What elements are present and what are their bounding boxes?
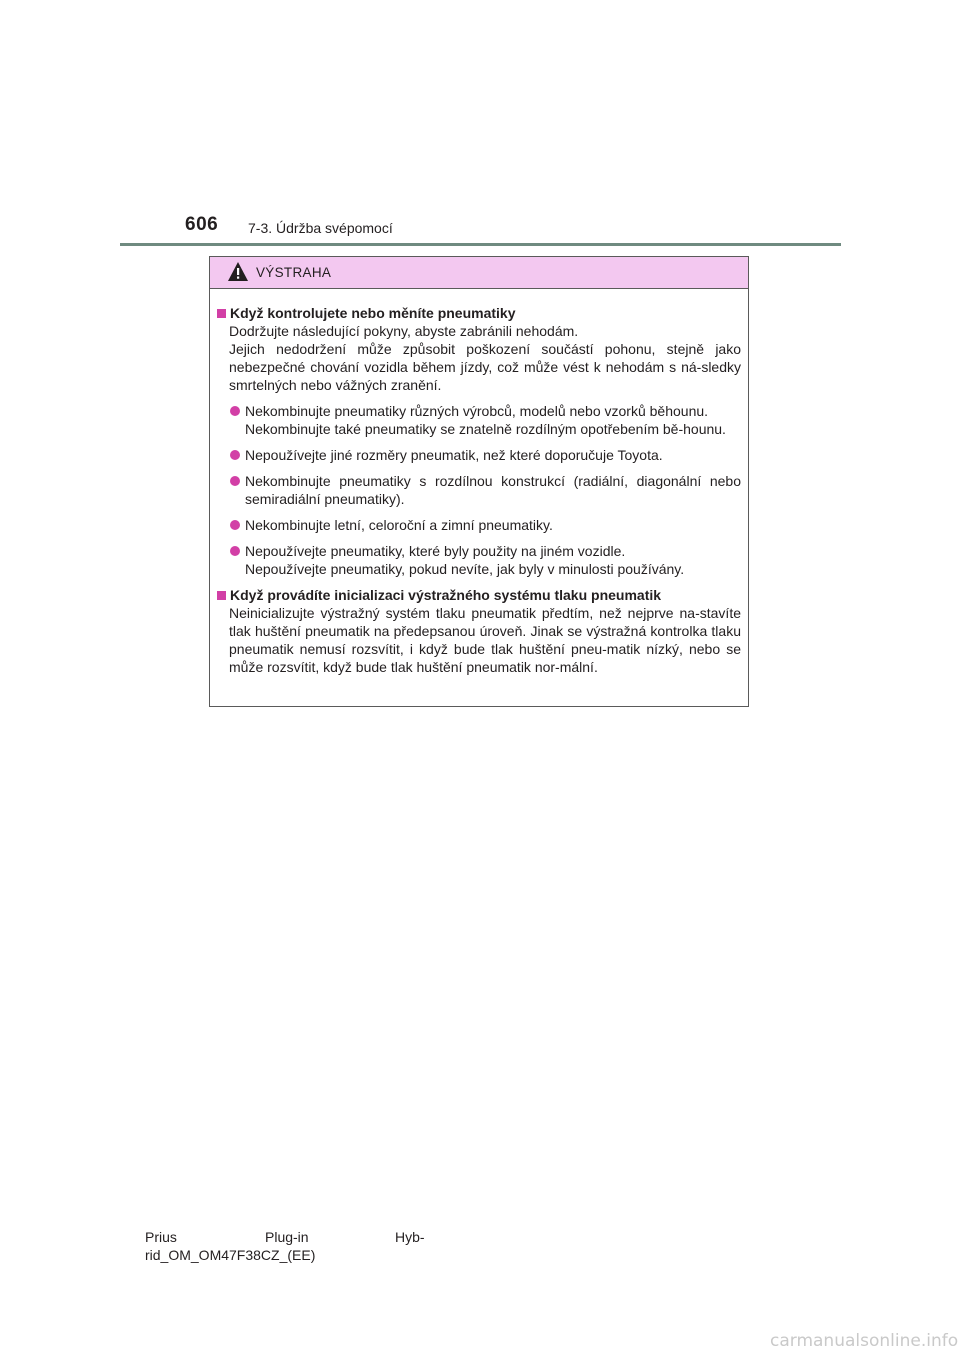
list-item <box>230 402 741 438</box>
warning-body <box>210 289 748 676</box>
circle-bullet-icon <box>230 476 240 486</box>
page-number: 606 <box>185 214 219 235</box>
consequence-paragraph: Jejich nedodržení může způsobit poškození součástí pohonu, stejně jako nebezpečné chování vozidla během jízdy, což může vést k nehodám s ná-sledky smrtelných nebo vážných zranění. <box>229 341 741 393</box>
footer <box>145 1228 435 1264</box>
list-item <box>230 446 741 464</box>
list-item-text: Nekombinujte pneumatiky různých výrobců, modelů nebo vzorků běhounu. <box>245 403 709 419</box>
list-item <box>230 516 741 534</box>
list-item-text: Nepoužívejte jiné rozměry pneumatik, než které doporučuje Toyota. <box>245 447 663 463</box>
list-item-text: Nekombinujte také pneumatiky se znatelně rozdílným opotřebením bě-hounu. <box>245 421 726 437</box>
section-heading-tire-check: Když kontrolujete nebo měníte pneumatiky <box>217 304 741 322</box>
section-heading-tpws-init: Když provádíte inicializaci výstražného systému tlaku pneumatik <box>217 586 741 604</box>
circle-bullet-icon <box>230 520 240 530</box>
circle-bullet-icon <box>230 406 240 416</box>
list-item <box>230 542 741 578</box>
warning-box <box>209 256 749 707</box>
warning-label: VÝSTRAHA <box>256 265 332 280</box>
footer-variant: Plug-in <box>265 1229 309 1245</box>
footer-doc-code: rid_OM_OM47F38CZ_(EE) <box>145 1247 316 1263</box>
footer-type: Hyb- <box>395 1229 425 1245</box>
circle-bullet-icon <box>230 450 240 460</box>
list-item <box>230 472 741 508</box>
watermark: carmanualsonline.info <box>770 1331 959 1351</box>
warning-triangle-icon <box>227 261 249 283</box>
list-item-text: Nekombinujte pneumatiky s rozdílnou konstrukcí (radiální, diagonální nebo semiradiální pneumatiky). <box>245 473 741 507</box>
section-title: 7-3. Údržba svépomocí <box>248 220 393 236</box>
list-item-text: Nepoužívejte pneumatiky, které byly použity na jiném vozidle. <box>245 543 626 559</box>
list-item-text: Nepoužívejte pneumatiky, pokud nevíte, jak byly v minulosti používány. <box>245 561 685 577</box>
header-rule <box>120 243 841 246</box>
list-item-text: Nekombinujte letní, celoroční a zimní pneumatiky. <box>245 517 553 533</box>
footer-model: Prius <box>145 1229 177 1245</box>
square-bullet-icon <box>217 591 226 600</box>
square-bullet-icon <box>217 309 226 318</box>
warning-header <box>210 257 748 289</box>
tpws-paragraph: Neinicializujte výstražný systém tlaku pneumatik předtím, než nejprve na-stavíte tlak huštění pneumatik na předepsanou úroveň. Jinak se výstražná kontrolka tlaku pneumatik nemusí rozsvítit, i když bude tlak huštění pneu-matik nízký, nebo se může rozsvítit, když bude tlak huštění pneumatik nor-mální. <box>229 605 741 675</box>
circle-bullet-icon <box>230 546 240 556</box>
instruction-paragraph: Dodržujte následující pokyny, abyste zabránili nehodám. <box>229 323 579 339</box>
